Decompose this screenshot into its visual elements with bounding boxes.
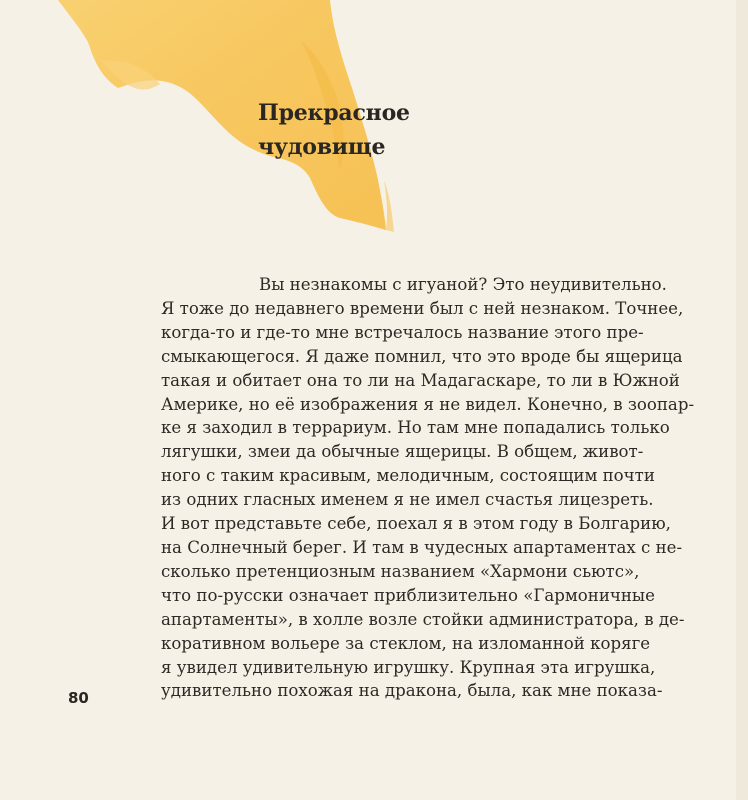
text-line: когда-то и где-то мне встречалось название этого пре- [161,322,644,342]
text-line: ке я заходил в террариум. Но там мне попадались только [161,418,670,438]
chapter-title [258,96,410,164]
text-line: из одних гласных именем я не имел счастья лицезреть. [161,490,654,510]
text-line: коративном вольере за стеклом, на изломанной коряге [161,633,651,653]
text-line: на Солнечный берег. И там в чудесных апартаментах с не- [161,537,683,557]
text-line: Я тоже до недавнего времени был с ней незнаком. Точнее, [161,298,684,318]
text-line: Вы незнакомы с игуаной? Это неудивительно. [259,275,667,294]
text-line: удивительно похожая на дракона, была, как мне показа- [161,681,663,701]
body-paragraph [161,273,695,703]
text-line: сколько претенциозным названием «Хармони сьютс», [161,561,640,581]
text-line: И вот представьте себе, поехал я в этом году в Болгарию, [161,514,671,534]
text-line: я увидел удивительную игрушку. Крупная эта игрушка, [161,657,656,677]
text-line: Америке, но её изображения я не видел. Конечно, в зоопар- [161,394,695,414]
page-number: 80 [68,689,89,707]
text-line: апартаменты», в холле возле стойки администратора, в де- [161,609,685,629]
text-line: лягушки, змеи да обычные ящерицы. В общем, живот- [161,442,644,462]
text-line: такая и обитает она то ли на Мадагаскаре, то ли в Южной [161,370,680,390]
text-line: ного с таким красивым, мелодичным, состоящим почти [161,466,655,486]
text-line: что по-русски означает приблизительно «Гармоничные [161,585,655,605]
chapter-title-line-2: чудовище [258,134,386,160]
chapter-title-line-1: Прекрасное [258,100,410,126]
text-line: смыкающегося. Я даже помнил, что это вроде бы ящерица [161,346,683,366]
